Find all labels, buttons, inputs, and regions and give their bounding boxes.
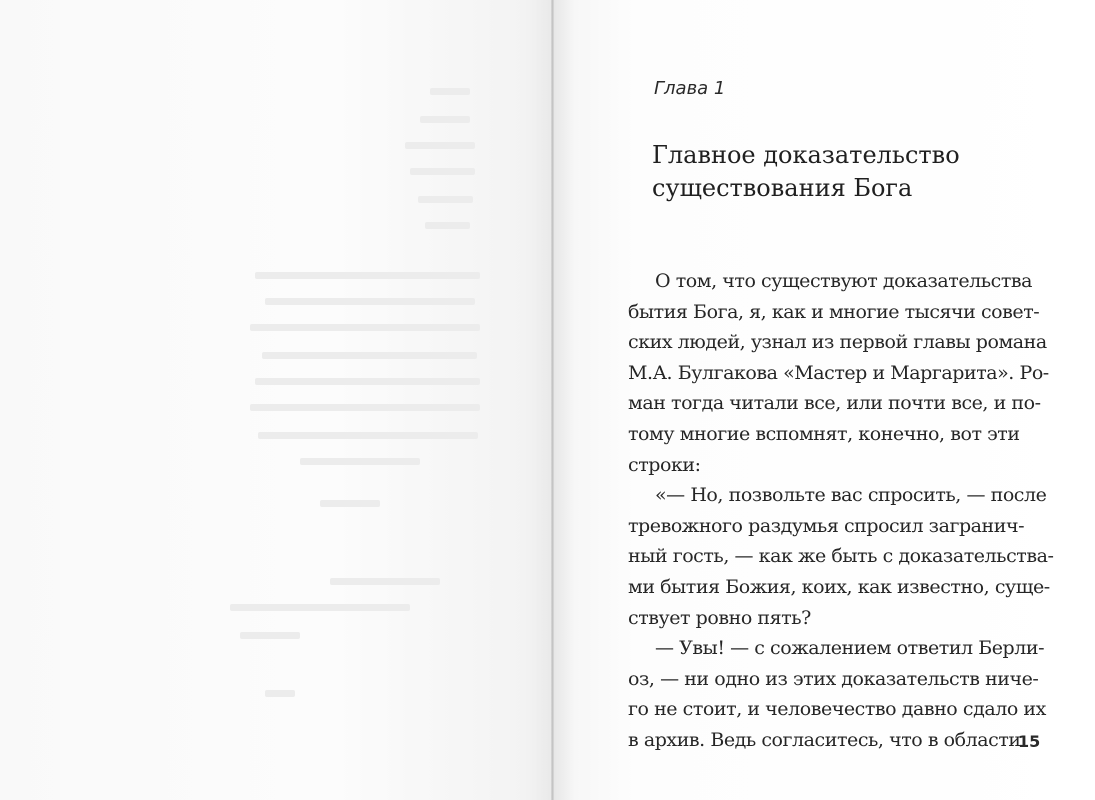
bleed-through-line [405,142,475,149]
bleed-through-line [265,298,475,305]
bleed-through-line [240,632,300,639]
bleed-through-line [330,578,440,585]
bleed-through-line [255,272,480,279]
text-line: ный гость, — как же быть с доказательства- [628,545,1054,568]
bleed-through-line [430,88,470,95]
bleed-through-line [410,168,475,175]
text-line: О том, что существуют доказательства [655,270,1033,292]
bleed-through-line [300,458,420,465]
bleed-through-line [420,116,470,123]
bleed-through-line [262,352,477,359]
chapter-title [652,139,1052,205]
text-line: ствует ровно пять? [628,606,811,629]
text-line: бытия Бога, я, как и многие тысячи совет- [628,300,1040,323]
text-line: оз, — ни одно из этих доказательств ниче- [628,667,1039,690]
text-line: строки: [628,453,701,476]
page-number: 15 [1018,732,1041,751]
text-line: — Увы! — с сожалением ответил Берли- [655,637,1045,660]
text-line: ских людей, узнал из первой главы романа [628,331,1047,354]
book-gutter [551,0,554,800]
bleed-through-line [250,324,480,331]
chapter-title-line: Главное доказательство [652,141,960,169]
bleed-through-line [250,404,480,411]
text-line: в архив. Ведь согласитесь, что в области [628,728,1021,751]
text-line: тревожного раздумья спросил загранич- [628,514,1025,537]
text-line: «— Но, позвольте вас спросить, — после [655,484,1047,507]
text-line: ман тогда читали все, или почти все, и по- [628,392,1041,415]
text-line: тому многие вспомнят, конечно, вот эти [628,422,1020,445]
text-line: го не стоит, и человечество давно сдало их [628,698,1046,721]
bleed-through-line [255,378,480,385]
chapter-label: Глава 1 [654,78,726,99]
bleed-through-line [425,222,470,229]
bleed-through-line [258,432,478,439]
body-text [628,266,1054,756]
text-line: ми бытия Божия, коих, как известно, суще- [628,575,1050,598]
chapter-title-line: существования Бога [652,174,913,202]
bleed-through-line [418,196,473,203]
bleed-through-line [265,690,295,697]
bleed-through-line [230,604,410,611]
text-line: М.А. Булгакова «Мастер и Маргарита». Ро- [628,361,1049,384]
bleed-through-line [320,500,380,507]
